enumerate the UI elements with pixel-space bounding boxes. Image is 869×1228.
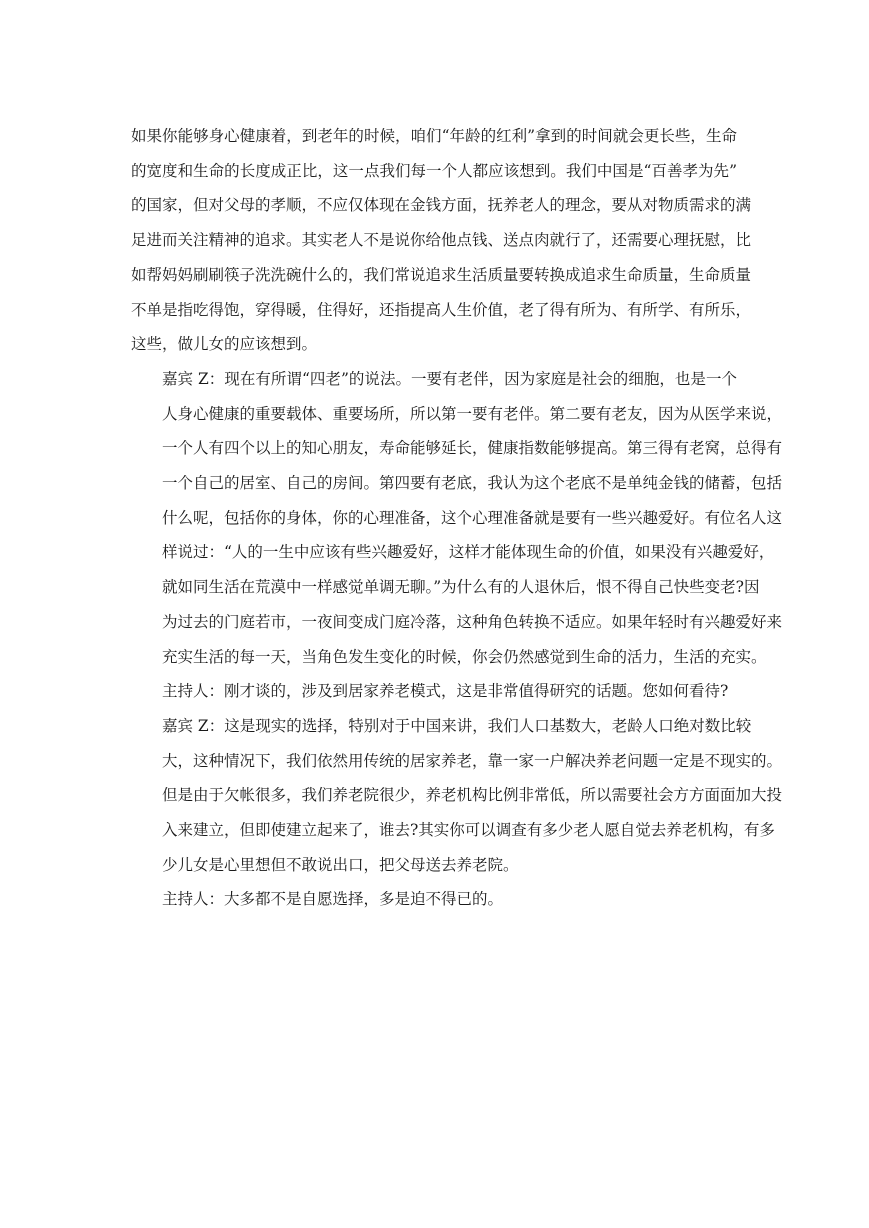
paragraph — [131, 119, 752, 362]
text-line: 大，这种情况下，我们依然用传统的居家养老，靠一家一户解决养老问题一定是不现实的。 — [162, 751, 783, 770]
paragraph — [131, 882, 737, 917]
text-line: 这些，做儿女的应该想到。 — [131, 335, 318, 354]
paragraph — [131, 709, 783, 883]
text-line: 人身心健康的重要载体、重要场所，所以第一要有老伴。第二要有老友，因为从医学来说， — [162, 404, 783, 423]
paragraph — [131, 674, 737, 709]
text-line: 不单是指吃得饱，穿得暖，住得好，还指提高人生价值，老了得有所为、有所学、有所乐， — [131, 300, 752, 319]
text-line: 如果你能够身心健康着，到老年的时候，咱们“年龄的红利”拿到的时间就会更长些，生命 — [131, 127, 737, 145]
text-line: 就如同生活在荒漠中一样感觉单调无聊。”为什么有的人退休后，恨不得自己快些变老?因 — [162, 578, 760, 597]
text-line: 一个人有四个以上的知心朋友，寿命能够延长，健康指数能够提高。第三得有老窝，总得有 — [162, 439, 783, 458]
paragraph — [131, 362, 783, 674]
text-line: 嘉宾 Z：现在有所谓“四老”的说法。一要有老伴，因为家庭是社会的细胞，也是一个 — [162, 369, 737, 388]
text-line: 的国家，但对父母的孝顺，不应仅体现在金钱方面，抚养老人的理念，要从对物质需求的满 — [131, 196, 752, 215]
text-line: 样说过：“人的一生中应该有些兴趣爱好，这样才能体现生命的价值，如果没有兴趣爱好， — [162, 543, 775, 562]
text-line: 的宽度和生命的长度成正比，这一点我们每一个人都应该想到。我们中国是“百善孝为先” — [131, 161, 737, 180]
text-line: 入来建立，但即使建立起来了，谁去?其实你可以调查有多少老人愿自觉去养老机构，有多 — [162, 821, 775, 840]
text-line: 但是由于欠帐很多，我们养老院很少，养老机构比例非常低，所以需要社会方方面面加大投 — [162, 786, 783, 805]
text-line: 少儿女是心里想但不敢说出口，把父母送去养老院。 — [162, 855, 519, 874]
text-line: 为过去的门庭若市，一夜间变成门庭冷落，这种角色转换不适应。如果年轻时有兴趣爱好来 — [162, 612, 783, 631]
text-line: 一个自己的居室、自己的房间。第四要有老底，我认为这个老底不是单纯金钱的储蓄，包括 — [162, 474, 783, 493]
text-line: 充实生活的每一天，当角色发生变化的时候，你会仍然感觉到生命的活力，生活的充实。 — [162, 647, 767, 666]
text-line: 如帮妈妈刷刷筷子洗洗碗什么的，我们常说追求生活质量要转换成追求生命质量，生命质量 — [131, 265, 752, 284]
text-line: 主持人：大多都不是自愿选择，多是迫不得已的。 — [162, 890, 504, 909]
text-line: 足进而关注精神的追求。其实老人不是说你给他点钱、送点肉就行了，还需要心理抚慰，比 — [131, 231, 752, 250]
text-line: 什么呢，包括你的身体，你的心理准备，这个心理准备就是要有一些兴趣爱好。有位名人这 — [162, 508, 783, 527]
text-line: 嘉宾 Z：这是现实的选择，特别对于中国来讲，我们人口基数大，老龄人口绝对数比较 — [162, 716, 752, 735]
text-line: 主持人：刚才谈的，涉及到居家养老模式，这是非常值得研究的话题。您如何看待? — [162, 682, 729, 701]
document-body — [131, 119, 783, 917]
